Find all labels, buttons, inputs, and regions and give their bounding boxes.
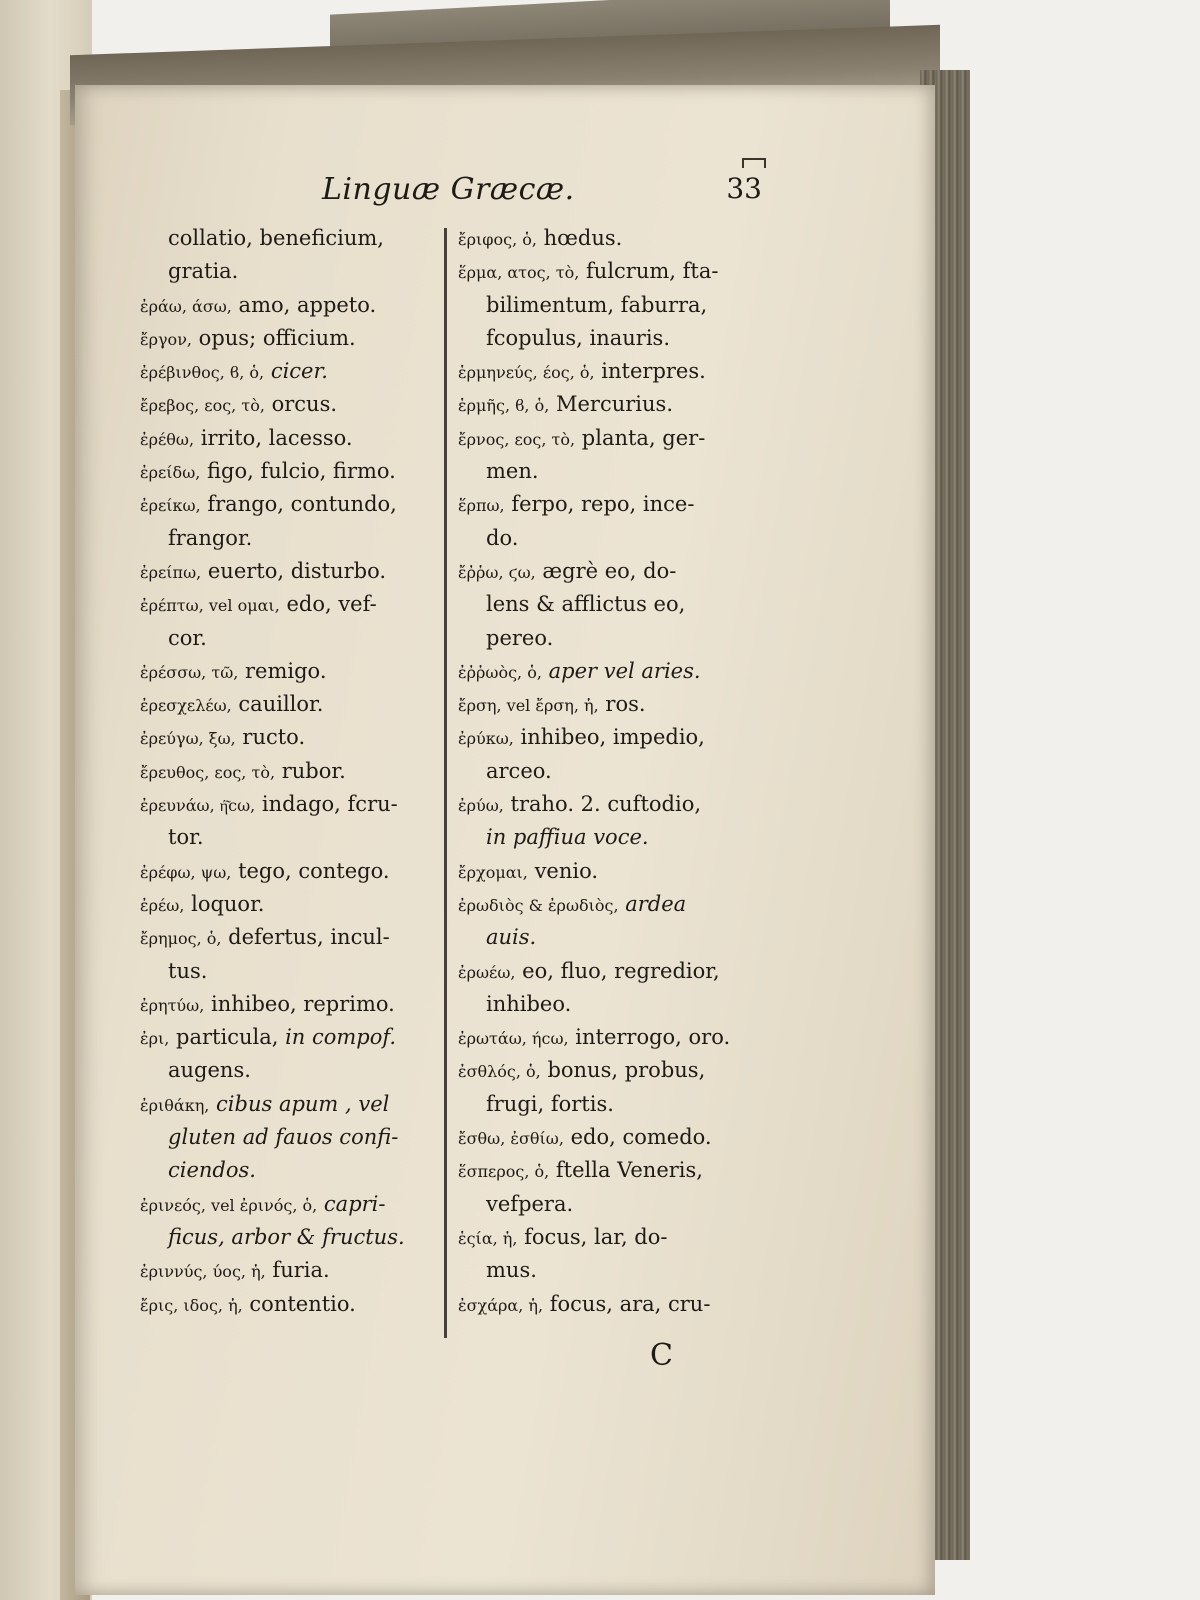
dictionary-entry: [458, 555, 770, 588]
latin-gloss: inhibeo, reprimo.: [204, 991, 395, 1016]
entry-continuation-line: [458, 322, 770, 355]
dictionary-entry: [140, 455, 440, 488]
latin-gloss-italic: auis.: [486, 925, 537, 950]
latin-gloss: lens & afflictus eo,: [486, 592, 686, 617]
greek-headword: ἐρητύω,: [140, 995, 205, 1015]
entry-continuation-line: [458, 455, 770, 488]
entry-continuation-line: [458, 522, 770, 555]
dictionary-entry: [140, 888, 440, 921]
right-column: [458, 222, 770, 1321]
greek-headword: ἐρεσχελέω,: [140, 696, 232, 716]
latin-gloss: edo, vef-: [279, 592, 377, 617]
latin-gloss: focus, lar, do-: [517, 1224, 668, 1249]
greek-headword: ἕσπερος, ὁ,: [458, 1162, 550, 1182]
latin-gloss: bonus, probus,: [540, 1058, 706, 1083]
entry-continuation-line: [140, 222, 440, 255]
greek-headword: ἔργον,: [140, 329, 192, 349]
dictionary-entry: [458, 1154, 770, 1187]
greek-headword: ἔρις, ιδος, ἡ,: [140, 1295, 243, 1315]
latin-gloss: ferpo, repo, ince-: [504, 492, 695, 517]
greek-headword: ἕρπω,: [458, 496, 505, 516]
latin-gloss: vefpera.: [486, 1191, 574, 1216]
dictionary-entry: [140, 488, 440, 521]
greek-headword: ἔσθω, ἐσθίω,: [458, 1129, 564, 1149]
dictionary-entry: [140, 921, 440, 954]
greek-headword: ἔρχομαι,: [458, 862, 528, 882]
latin-gloss-italic: aper vel aries.: [541, 658, 701, 683]
greek-headword: ἐρωτάω, ήϲω,: [458, 1029, 569, 1049]
dictionary-entry: [140, 721, 440, 754]
latin-gloss: interpres.: [594, 359, 706, 384]
entry-continuation-line: [140, 821, 440, 854]
greek-headword: ἐρέβινθος, ϐ, ὁ,: [140, 363, 265, 383]
dictionary-entry: [140, 388, 440, 421]
dictionary-entry: [458, 1054, 770, 1087]
dictionary-entry: [458, 355, 770, 388]
latin-gloss: orcus.: [264, 392, 338, 417]
dictionary-entry: [140, 322, 440, 355]
latin-gloss: inhibeo.: [486, 991, 572, 1016]
latin-gloss: contentio.: [242, 1291, 356, 1316]
page-number: 33: [726, 172, 762, 205]
latin-gloss: bilimentum, faburra,: [486, 292, 708, 317]
greek-headword: ἐρι,: [140, 1029, 170, 1049]
latin-gloss: figo, fulcio, firmo.: [200, 459, 396, 484]
latin-gloss: pereo.: [486, 625, 554, 650]
latin-gloss: irrito, lacesso.: [194, 425, 353, 450]
dictionary-entry: [140, 988, 440, 1021]
entry-continuation-line: [140, 1221, 440, 1254]
latin-gloss-italic: ciendos.: [168, 1158, 256, 1183]
left-column: [140, 222, 440, 1321]
page-corner-mark: [742, 158, 766, 168]
entry-continuation-line: [458, 1188, 770, 1221]
dictionary-entry: [140, 688, 440, 721]
greek-headword: ἔρεβος, εος, τὸ,: [140, 396, 265, 416]
latin-gloss: fcopulus, inauris.: [486, 325, 671, 350]
latin-gloss: traho. 2. cuftodio,: [503, 792, 702, 817]
greek-headword: ἐῤῥωὸς, ὁ,: [458, 662, 542, 682]
greek-headword: ἐριννύς, ύος, ἡ,: [140, 1262, 266, 1282]
latin-gloss: frangor.: [168, 525, 253, 550]
latin-gloss: augens.: [168, 1058, 251, 1083]
latin-gloss: indago, fcru-: [255, 792, 398, 817]
entry-continuation-line: [140, 1154, 440, 1187]
latin-gloss: particula,: [169, 1025, 286, 1050]
dictionary-entry: [458, 955, 770, 988]
running-title: Linguæ Græcæ.: [322, 172, 575, 207]
greek-headword: ἐσχάρα, ἡ,: [458, 1295, 544, 1315]
dictionary-entry: [140, 788, 440, 821]
greek-headword: ἐριθάκη,: [140, 1095, 210, 1115]
latin-gloss: arceo.: [486, 758, 552, 783]
latin-gloss: loquor.: [184, 891, 265, 916]
greek-headword: ἑςία, ἡ,: [458, 1228, 518, 1248]
latin-gloss: ægrè eo, do-: [535, 558, 677, 583]
entry-continuation-line: [140, 622, 440, 655]
dictionary-entry: [140, 1288, 440, 1321]
latin-gloss: remigo.: [238, 658, 327, 683]
greek-headword: ἐρευνάω, ή͂ϲω,: [140, 796, 256, 816]
running-head: [322, 172, 762, 222]
dictionary-entry: [458, 1221, 770, 1254]
latin-gloss-italic: in compof.: [285, 1025, 397, 1050]
dictionary-entry: [458, 488, 770, 521]
entry-continuation-line: [458, 1254, 770, 1287]
greek-headword: ἔρημος, ὁ,: [140, 929, 222, 949]
dictionary-entry: [140, 655, 440, 688]
greek-headword: ἐρεύγω, ξω,: [140, 729, 236, 749]
greek-headword: ἐρέω,: [140, 895, 185, 915]
dictionary-entry: [140, 1021, 440, 1054]
entry-continuation-line: [458, 921, 770, 954]
dictionary-entry: [458, 1288, 770, 1321]
latin-gloss: collatio, beneficium,: [168, 226, 384, 250]
entry-continuation-line: [458, 755, 770, 788]
dictionary-entry: [458, 721, 770, 754]
latin-gloss: tego, contego.: [231, 858, 390, 883]
latin-gloss: furia.: [265, 1258, 330, 1283]
latin-gloss: focus, ara, cru-: [543, 1291, 711, 1316]
latin-gloss: fulcrum, fta-: [579, 259, 719, 284]
greek-headword: ἐρωδιὸς & ἐρωδιὸς,: [458, 895, 619, 915]
latin-gloss: men.: [486, 459, 539, 484]
dictionary-entry: [458, 422, 770, 455]
latin-gloss: Mercurius.: [549, 392, 673, 417]
latin-gloss: inhibeo, impedio,: [513, 725, 705, 750]
dictionary-entry: [140, 1188, 440, 1221]
latin-gloss: amo, appeto.: [231, 292, 377, 317]
entry-continuation-line: [140, 255, 440, 288]
greek-headword: ἐρείκω,: [140, 496, 201, 516]
greek-headword: ἔρνος, εος, τὸ,: [458, 429, 576, 449]
latin-gloss: edo, comedo.: [563, 1125, 712, 1150]
latin-gloss: mus.: [486, 1258, 537, 1283]
greek-headword: ἐρύω,: [458, 796, 504, 816]
latin-gloss: tor.: [168, 825, 204, 850]
latin-gloss: euerto, disturbo.: [201, 558, 387, 583]
dictionary-entry: [140, 422, 440, 455]
greek-headword: ἑρμηνεύς, έος, ὁ,: [458, 363, 595, 383]
greek-headword: ἐσθλός, ὁ,: [458, 1062, 541, 1082]
dictionary-entry: [458, 1121, 770, 1154]
greek-headword: ἐρείδω,: [140, 463, 201, 483]
dictionary-entry: [458, 1021, 770, 1054]
latin-gloss: planta, ger-: [575, 425, 706, 450]
greek-headword: ἐρινεός, vel ἐρινός, ὁ,: [140, 1195, 318, 1215]
greek-headword: ἔρευθος, εος, τὸ,: [140, 762, 276, 782]
dictionary-entry: [140, 755, 440, 788]
greek-headword: ἐρέφω, ψω,: [140, 862, 232, 882]
latin-gloss-italic: gluten ad fauos confi-: [168, 1125, 399, 1150]
latin-gloss-italic: ficus, arbor & fructus.: [168, 1224, 405, 1249]
entry-continuation-line: [458, 588, 770, 621]
entry-continuation-line: [140, 1054, 440, 1087]
latin-gloss: hœdus.: [536, 226, 623, 250]
entry-continuation-line: [458, 988, 770, 1021]
entry-continuation-line: [458, 821, 770, 854]
greek-headword: ἔῤῥω, ϛω,: [458, 562, 536, 582]
entry-continuation-line: [140, 522, 440, 555]
greek-headword: ἐρείπω,: [140, 562, 202, 582]
greek-headword: ἐρέσσω, τῶ,: [140, 662, 239, 682]
dictionary-entry: [140, 1254, 440, 1287]
greek-headword: ἐρέπτω, vel ομαι,: [140, 596, 280, 616]
dictionary-entry: [458, 688, 770, 721]
dictionary-entry: [140, 289, 440, 322]
greek-headword: ἔρση, vel ἔρση, ἡ,: [458, 696, 599, 716]
greek-headword: ἕρμα, ατος, τὸ,: [458, 263, 580, 283]
latin-gloss: cor.: [168, 625, 207, 650]
latin-gloss-italic: ardea: [618, 891, 687, 916]
dictionary-entry: [140, 855, 440, 888]
latin-gloss: cauillor.: [231, 692, 324, 717]
greek-headword: ἐρωέω,: [458, 962, 516, 982]
latin-gloss: do.: [486, 525, 519, 550]
entry-continuation-line: [140, 955, 440, 988]
dictionary-entry: [458, 222, 770, 255]
latin-gloss: tus.: [168, 958, 208, 983]
greek-headword: ἔριφος, ὁ,: [458, 230, 537, 249]
signature-mark: C: [650, 1338, 673, 1373]
entry-continuation-line: [458, 1088, 770, 1121]
entry-continuation-line: [458, 622, 770, 655]
dictionary-entry: [140, 555, 440, 588]
greek-headword: ἐράω, άσω,: [140, 296, 232, 316]
greek-headword: ἑρμῆς, ϐ, ὁ,: [458, 396, 550, 416]
latin-gloss: ros.: [598, 692, 646, 717]
dictionary-entry: [458, 388, 770, 421]
latin-gloss: defertus, incul-: [221, 925, 390, 950]
latin-gloss: venio.: [527, 858, 599, 883]
dictionary-entry: [140, 588, 440, 621]
latin-gloss: cicer.: [264, 359, 328, 384]
latin-gloss: frango, contundo,: [200, 492, 397, 517]
latin-gloss: opus; officium.: [192, 325, 356, 350]
dictionary-entry: [140, 355, 440, 388]
entry-continuation-line: [140, 1121, 440, 1154]
latin-gloss: interrogo, oro.: [568, 1025, 731, 1050]
latin-gloss-italic: in paffiua voce.: [486, 825, 649, 850]
greek-headword: ἐρέθω,: [140, 429, 195, 449]
latin-gloss: gratia.: [168, 259, 239, 284]
latin-gloss-italic: capri-: [317, 1191, 386, 1216]
dictionary-entry: [458, 655, 770, 688]
latin-gloss: ftella Veneris,: [549, 1158, 703, 1183]
dictionary-entry: [458, 788, 770, 821]
dictionary-entry: [458, 255, 770, 288]
entry-continuation-line: [458, 289, 770, 322]
column-rule: [444, 228, 447, 1338]
latin-gloss-italic: cibus apum , vel: [209, 1091, 390, 1116]
latin-gloss: rubor.: [275, 758, 346, 783]
latin-gloss: frugi, fortis.: [486, 1091, 614, 1116]
dictionary-entry: [140, 1088, 440, 1121]
latin-gloss: eo, fluo, regredior,: [515, 958, 720, 983]
dictionary-entry: [458, 855, 770, 888]
latin-gloss: ructo.: [235, 725, 306, 750]
greek-headword: ἐρύκω,: [458, 729, 514, 749]
dictionary-entry: [458, 888, 770, 921]
